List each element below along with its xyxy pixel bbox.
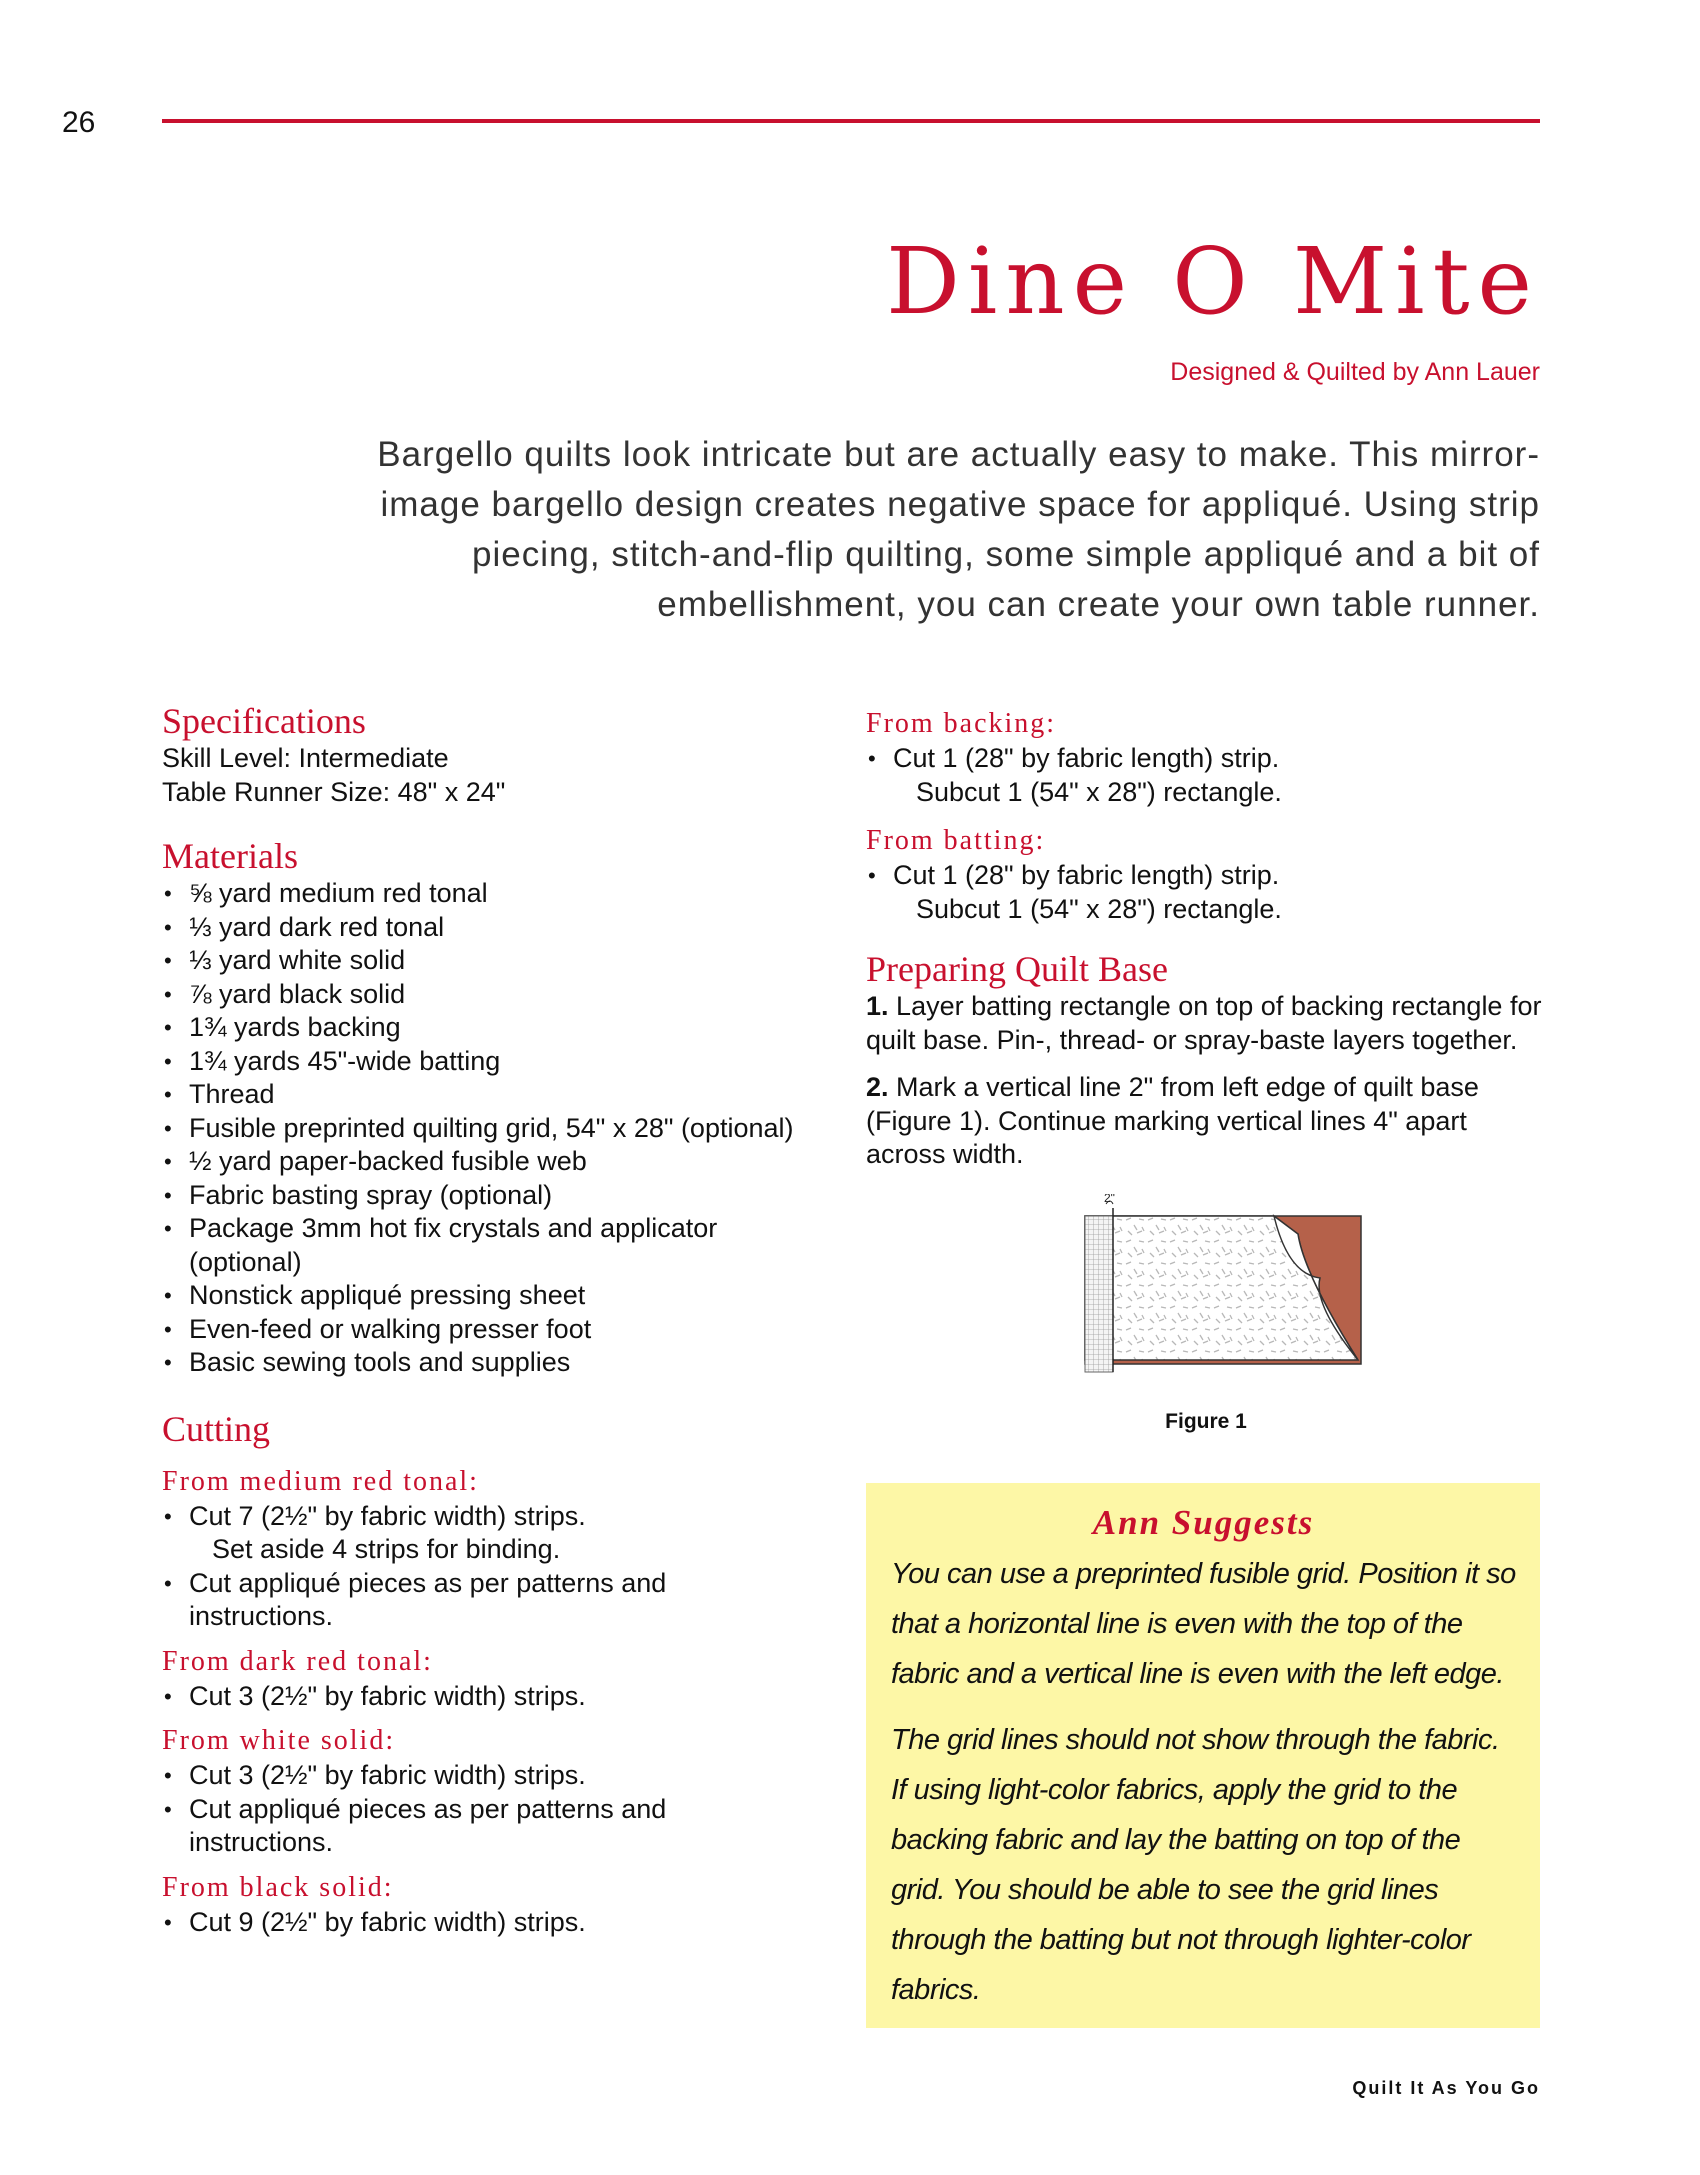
- list-item: • 1¾ yards backing: [164, 1012, 401, 1042]
- list-item: • ½ yard paper-backed fusible web: [164, 1146, 587, 1176]
- tip-paragraph-1: You can use a preprinted fusible grid. Position it so that a horizontal line is even with the top of the fabric and a vertical line is even with the left edge.: [891, 1558, 1516, 1690]
- tip-paragraph-2: The grid lines should not show through the fabric. If using light-color fabrics, apply the grid to the backing fabric and lay the batting on top of the grid. You should be able to see the grid lines through the batting but not through lighter-color fabrics.: [891, 1724, 1500, 2006]
- list-item: • ⅞ yard black solid: [164, 978, 406, 1009]
- header-rule: [162, 119, 1540, 123]
- list-item: • Cut 1 (28" by fabric length) strip.: [868, 743, 1280, 773]
- dimension-label: 2": [1104, 1193, 1115, 1205]
- list-item: • Basic sewing tools and supplies: [164, 1347, 571, 1377]
- list-item: • Cut 7 (2½" by fabric width) strips.: [164, 1500, 586, 1531]
- quilt-base-diagram: [1058, 1194, 1388, 1384]
- cutting-backing-heading: From backing:: [866, 708, 1057, 739]
- skill-level: Skill Level: Intermediate: [162, 743, 449, 773]
- list-item: • Fabric basting spray (optional): [164, 1179, 553, 1210]
- footer-book-title: Quilt It As You Go: [1352, 2078, 1540, 2098]
- list-item: • ⅝ yard medium red tonal: [164, 878, 488, 908]
- tip-title: Ann Suggests: [1092, 1503, 1315, 1542]
- page-title: Dine O Mite: [886, 228, 1540, 335]
- cutting-medium-red-subnote: Set aside 4 strips for binding.: [212, 1534, 561, 1564]
- cutting-dark-red-heading: From dark red tonal:: [162, 1645, 433, 1677]
- materials-heading: Materials: [162, 836, 298, 876]
- cutting-heading: Cutting: [162, 1408, 271, 1449]
- cutting-medium-red-list-2: [162, 1567, 802, 1634]
- list-item: • Cut 3 (2½" by fabric width) strips.: [164, 1760, 586, 1790]
- materials-list: [162, 877, 802, 1380]
- list-item: • Cut appliqué pieces as per patterns and instructions.: [164, 1567, 667, 1631]
- designer-credit: Designed & Quilted by Ann Lauer: [1170, 358, 1540, 386]
- cutting-medium-red-list: [162, 1500, 802, 1534]
- list-item: • Nonstick appliqué pressing sheet: [164, 1280, 586, 1310]
- list-item: • Thread: [164, 1079, 275, 1109]
- list-item: • Cut 3 (2½" by fabric width) strips.: [164, 1680, 586, 1711]
- list-item: • Even-feed or walking presser foot: [164, 1313, 592, 1344]
- list-item: • Cut 1 (28" by fabric length) strip.: [868, 860, 1280, 890]
- list-item: • Package 3mm hot fix crystals and applicator (optional): [164, 1213, 718, 1277]
- step-2: 2. Mark a vertical line 2" from left edge of quilt base (Figure 1). Continue marking vertical lines 4" apart across width.: [866, 1072, 1479, 1169]
- figure-1: [1058, 1194, 1388, 1384]
- list-item: • ⅓ yard white solid: [164, 945, 406, 975]
- right-column: [866, 706, 1546, 1434]
- figure-caption: Figure 1: [1165, 1409, 1247, 1433]
- specifications-heading: Specifications: [162, 701, 366, 741]
- cutting-black-list: [162, 1906, 802, 1940]
- step-1: 1. Layer batting rectangle on top of backing rectangle for quilt base. Pin-, thread- or spray-baste layers together.: [866, 991, 1542, 1055]
- cutting-batting-list: [866, 859, 1546, 893]
- cutting-batting-heading: From batting:: [866, 825, 1046, 856]
- list-item: • 1¾ yards 45"-wide batting: [164, 1045, 501, 1076]
- page-number: 26: [62, 106, 96, 139]
- cutting-dark-red-list: [162, 1680, 802, 1714]
- intro-paragraph: Bargello quilts look intricate but are actually easy to make. This mirror-image bargello design creates negative space for appliqué. Using strip piecing, stitch-and-flip quilting, some simple appliqué and a bit of embellishment, you can create your own table runner.: [377, 435, 1540, 624]
- cutting-batting-subnote: Subcut 1 (54" x 28") rectangle.: [916, 893, 1282, 924]
- list-item: • Fusible preprinted quilting grid, 54" x 28" (optional): [164, 1112, 794, 1143]
- tip-box: [866, 1483, 1540, 2028]
- cutting-black-heading: From black solid:: [162, 1871, 394, 1903]
- cutting-white-heading: From white solid:: [162, 1725, 396, 1756]
- runner-size: Table Runner Size: 48" x 24": [162, 776, 506, 807]
- list-item: • ⅓ yard dark red tonal: [164, 911, 445, 942]
- list-item: • Cut appliqué pieces as per patterns and instructions.: [164, 1793, 667, 1857]
- cutting-white-list: [162, 1759, 802, 1860]
- preparing-heading: Preparing Quilt Base: [866, 949, 1168, 989]
- cutting-backing-list: [866, 742, 1546, 776]
- list-item: • Cut 9 (2½" by fabric width) strips.: [164, 1906, 586, 1937]
- cutting-backing-subnote: Subcut 1 (54" x 28") rectangle.: [916, 776, 1282, 807]
- cutting-medium-red-heading: From medium red tonal:: [162, 1465, 479, 1497]
- left-column: [162, 700, 802, 1939]
